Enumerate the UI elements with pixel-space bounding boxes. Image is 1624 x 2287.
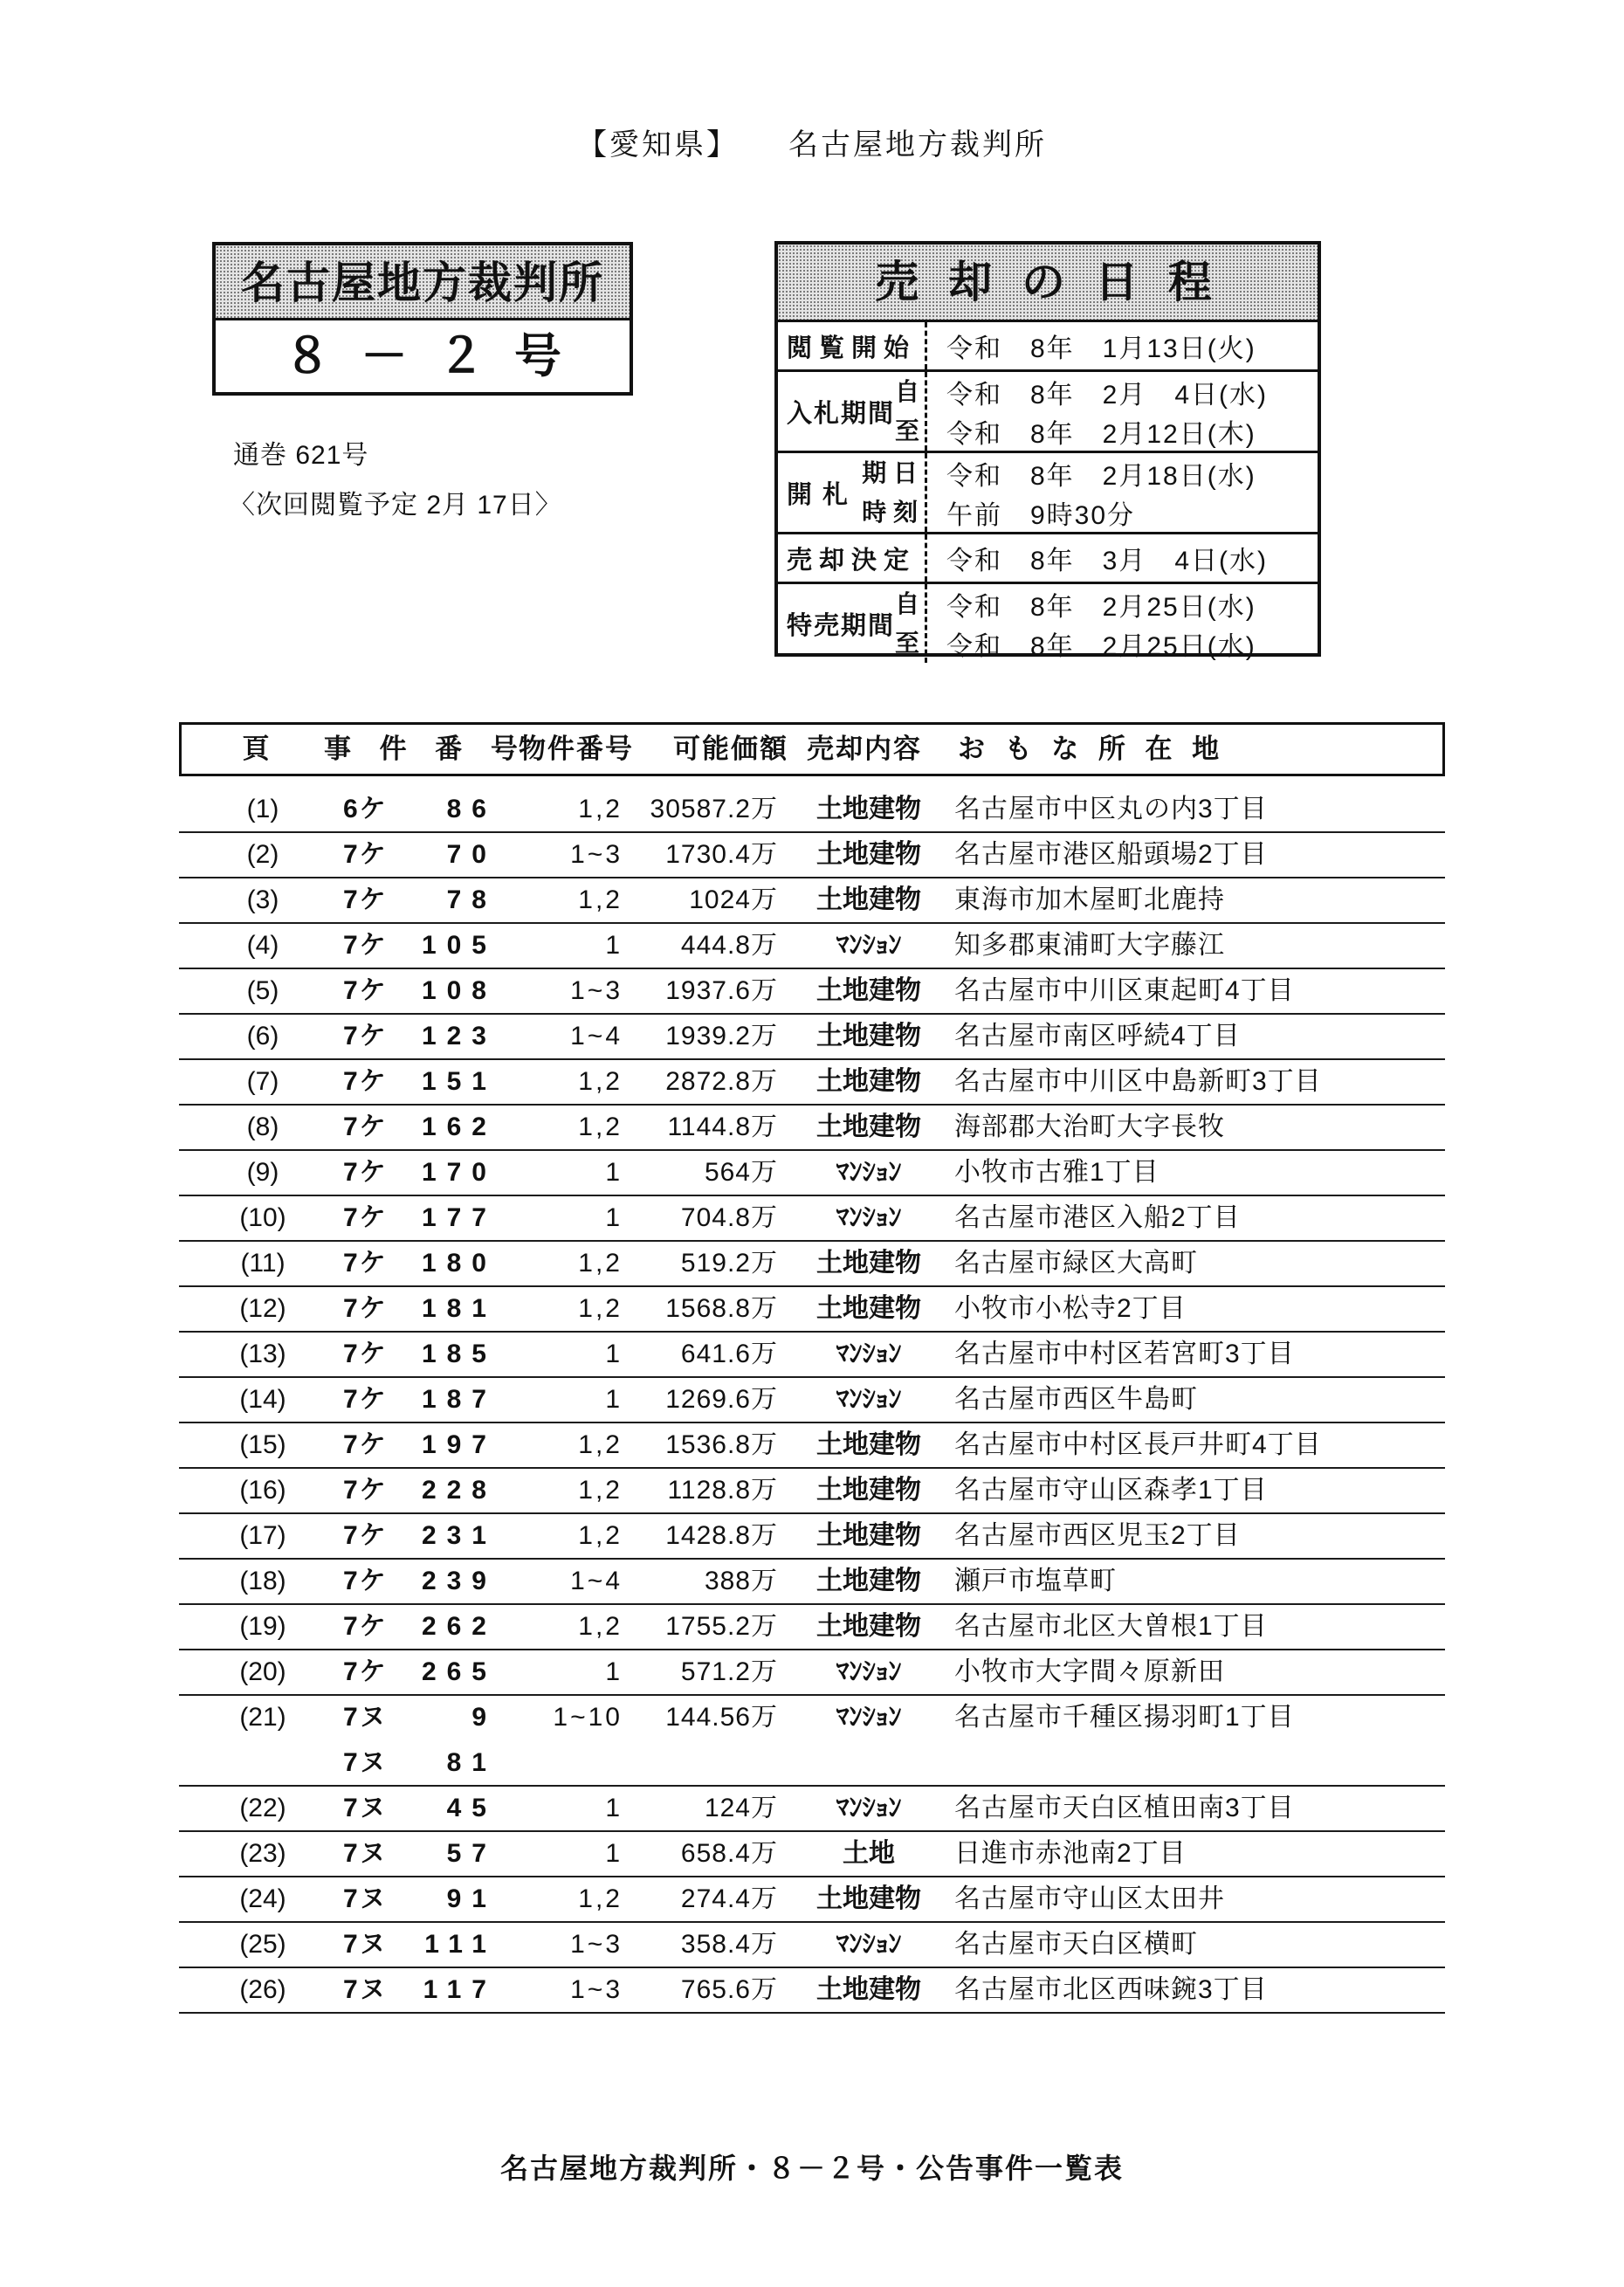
schedule-row-values xyxy=(925,584,1318,663)
cell-case-type: 7ケ xyxy=(343,1385,388,1414)
issue-number: ８－２号 xyxy=(284,330,591,382)
table-row xyxy=(179,1696,1445,1741)
cell-item-number: 1~10 xyxy=(553,1703,623,1732)
cell-sale-content: 土地建物 xyxy=(816,1521,921,1550)
cell-price: 1144.8万 xyxy=(667,1113,778,1141)
cell-case-type: 7ケ xyxy=(343,1022,388,1051)
cell-case-type: 7ケ xyxy=(343,1476,388,1505)
cell-price: 641.6万 xyxy=(680,1340,778,1368)
cell-location: 名古屋市緑区大高町 xyxy=(954,1249,1198,1278)
cell-sale-content: 土地建物 xyxy=(816,1884,921,1913)
cell-sale-content: 土地建物 xyxy=(816,840,921,869)
cell-case-number: 177 xyxy=(421,1203,497,1232)
cell-case-number: 9 xyxy=(471,1703,497,1732)
cell-case-type: 7ヌ xyxy=(343,1930,388,1959)
schedule-row-values xyxy=(925,453,1318,532)
volume-line: 通巻 621号 xyxy=(233,441,369,470)
court-name-title: 名古屋地方裁判所 xyxy=(216,245,630,320)
table-row xyxy=(179,1605,1445,1650)
cell-page-number: (18) xyxy=(239,1567,286,1595)
cell-case-type: 7ヌ xyxy=(343,1884,388,1913)
cell-sale-content: ﾏﾝｼｮﾝ xyxy=(836,1158,902,1187)
table-row xyxy=(179,833,1445,878)
cell-price: 1568.8万 xyxy=(665,1294,778,1323)
schedule-row-label: 入札期間 xyxy=(787,399,896,428)
cell-case-number: 228 xyxy=(421,1476,497,1505)
schedule-row-label-cell xyxy=(778,322,925,369)
cell-price: 358.4万 xyxy=(680,1930,778,1959)
cell-item-number: 1 xyxy=(605,1839,623,1868)
cell-price: 1536.8万 xyxy=(665,1430,778,1459)
table-row xyxy=(179,1196,1445,1242)
table-row xyxy=(179,1333,1445,1378)
cell-location: 日進市赤池南2丁目 xyxy=(954,1839,1187,1868)
cell-sale-content: ﾏﾝｼｮﾝ xyxy=(836,1340,902,1368)
schedule-sub-label: 期 日 xyxy=(862,458,918,486)
cell-price: 1128.8万 xyxy=(667,1476,778,1505)
cell-price: 1939.2万 xyxy=(665,1022,778,1051)
cell-case-number: 170 xyxy=(421,1158,497,1187)
cell-page-number: (15) xyxy=(239,1430,286,1459)
cell-location: 名古屋市中村区若宮町3丁目 xyxy=(954,1340,1295,1368)
cell-location: 東海市加木屋町北鹿持 xyxy=(954,885,1225,914)
cell-item-number: 1 xyxy=(605,1657,623,1686)
schedule-row xyxy=(778,320,1318,369)
cell-case-type: 7ケ xyxy=(343,885,388,914)
cell-price: 571.2万 xyxy=(680,1657,778,1686)
cell-case-type: 7ケ xyxy=(343,1249,388,1278)
cell-price: 1269.6万 xyxy=(665,1385,778,1414)
cell-location: 名古屋市中村区長戸井町4丁目 xyxy=(954,1430,1322,1459)
cell-location: 名古屋市天白区横町 xyxy=(954,1930,1198,1959)
cell-sale-content: 土地建物 xyxy=(816,795,921,823)
cell-item-number: 1,2 xyxy=(578,1113,623,1141)
table-row xyxy=(179,1923,1445,1968)
cell-location: 名古屋市千種区揚羽町1丁目 xyxy=(954,1703,1295,1732)
schedule-sub-label: 自 xyxy=(895,377,920,405)
cell-page-number: (17) xyxy=(239,1521,286,1550)
table-row xyxy=(179,1106,1445,1151)
schedule-row-sublabels xyxy=(895,372,919,451)
schedule-row-label: 開 札 xyxy=(787,480,850,509)
schedule-row-label-cell xyxy=(778,372,925,451)
schedule-value: 令和 8年 2月18日(水) xyxy=(946,461,1256,491)
cell-price: 124万 xyxy=(704,1794,778,1822)
cell-case-type: 7ケ xyxy=(343,1158,388,1187)
cell-case-number: 239 xyxy=(421,1567,497,1595)
header-page: 頁 xyxy=(242,734,270,764)
cell-page-number: (13) xyxy=(239,1340,286,1368)
table-row xyxy=(179,1151,1445,1196)
schedule-row-label: 特売期間 xyxy=(787,611,896,640)
cell-item-number: 1,2 xyxy=(578,1249,623,1278)
cell-page-number: (14) xyxy=(239,1385,286,1414)
cell-sale-content: ﾏﾝｼｮﾝ xyxy=(836,1794,902,1822)
cell-item-number: 1,2 xyxy=(578,1476,623,1505)
cell-item-number: 1~4 xyxy=(570,1567,623,1595)
cell-location: 名古屋市西区牛島町 xyxy=(954,1385,1198,1414)
cell-page-number: (5) xyxy=(246,976,279,1005)
header-case-number: 事 件 番 号 xyxy=(324,734,528,764)
cell-case-type: 7ヌ xyxy=(343,1794,388,1822)
case-table-rows xyxy=(179,788,1445,2014)
cell-page-number: (8) xyxy=(246,1113,279,1141)
cell-case-type: 7ケ xyxy=(343,931,388,960)
cell-sale-content: 土地建物 xyxy=(816,1067,921,1096)
cell-location: 名古屋市天白区植田南3丁目 xyxy=(954,1794,1295,1822)
cell-price: 1730.4万 xyxy=(665,840,778,869)
cell-case-type: 7ケ xyxy=(343,1657,388,1686)
cell-sale-content: 土地建物 xyxy=(816,1567,921,1595)
sale-schedule-title: 売 却 の 日 程 xyxy=(778,245,1318,320)
cell-location: 小牧市小松寺2丁目 xyxy=(954,1294,1187,1323)
cell-sale-content: 土地建物 xyxy=(816,885,921,914)
cell-case-type: 7ケ xyxy=(343,1567,388,1595)
cell-location: 名古屋市港区入船2丁目 xyxy=(954,1203,1241,1232)
cell-case-number: 185 xyxy=(421,1340,497,1368)
cell-page-number: (3) xyxy=(246,885,279,914)
cell-item-number: 1~3 xyxy=(570,1975,623,2004)
table-row xyxy=(179,1423,1445,1469)
cell-item-number: 1~4 xyxy=(570,1022,623,1051)
cell-item-number: 1 xyxy=(605,1385,623,1414)
cell-sale-content: 土地 xyxy=(843,1839,895,1868)
cell-sale-content: ﾏﾝｼｮﾝ xyxy=(836,1385,902,1414)
table-row xyxy=(179,1650,1445,1696)
cell-case-number: 111 xyxy=(424,1930,497,1959)
page-footer: 名古屋地方裁判所・８－２号・公告事件一覧表 xyxy=(499,2153,1124,2184)
cell-page-number: (24) xyxy=(239,1884,286,1913)
cell-case-number: 180 xyxy=(421,1249,497,1278)
cell-case-type: 7ヌ xyxy=(343,1975,388,2004)
cell-price: 1755.2万 xyxy=(665,1612,778,1641)
cell-case-type: 7ケ xyxy=(343,1340,388,1368)
page-header: 【愛知県】 名古屋地方裁判所 xyxy=(577,128,1047,162)
cell-case-number: 181 xyxy=(421,1294,497,1323)
cell-page-number: (10) xyxy=(239,1203,286,1232)
cell-location: 小牧市大字間々原新田 xyxy=(954,1657,1225,1686)
cell-case-type: 7ケ xyxy=(343,1067,388,1096)
cell-case-number: 81 xyxy=(446,1748,497,1777)
table-row xyxy=(179,1787,1445,1832)
cell-item-number: 1~3 xyxy=(570,840,623,869)
schedule-value: 令和 8年 3月 4日(水) xyxy=(946,547,1269,575)
schedule-row-label: 売却決定 xyxy=(787,546,917,575)
schedule-row-label-cell xyxy=(778,453,925,532)
cell-page-number: (26) xyxy=(239,1975,286,2004)
cell-page-number: (7) xyxy=(246,1067,279,1096)
cell-price: 30587.2万 xyxy=(650,795,778,823)
cell-case-type: 6ケ xyxy=(343,795,388,823)
cell-sale-content: ﾏﾝｼｮﾝ xyxy=(836,1203,902,1232)
cell-case-type: 7ケ xyxy=(343,840,388,869)
cell-location: 海部郡大治町大字長牧 xyxy=(954,1113,1225,1141)
cell-case-number: 105 xyxy=(421,931,497,960)
cell-page-number: (2) xyxy=(246,840,279,869)
table-row xyxy=(179,1968,1445,2014)
schedule-value: 午前 9時30分 xyxy=(946,500,1136,530)
cell-page-number: (1) xyxy=(246,795,279,823)
cell-case-type: 7ヌ xyxy=(343,1703,388,1732)
cell-location: 小牧市古雅1丁目 xyxy=(954,1158,1160,1187)
cell-page-number: (25) xyxy=(239,1930,286,1959)
cell-sale-content: 土地建物 xyxy=(816,1476,921,1505)
schedule-value: 令和 8年 1月13日(火) xyxy=(946,334,1256,363)
cell-sale-content: ﾏﾝｼｮﾝ xyxy=(836,931,902,960)
cell-item-number: 1 xyxy=(605,1158,623,1187)
table-row xyxy=(179,878,1445,924)
table-row xyxy=(179,1060,1445,1106)
cell-location: 名古屋市守山区森孝1丁目 xyxy=(954,1476,1268,1505)
table-row xyxy=(179,788,1445,833)
cell-price: 519.2万 xyxy=(680,1249,778,1278)
cell-case-type: 7ケ xyxy=(343,976,388,1005)
cell-case-type: 7ケ xyxy=(343,1203,388,1232)
cell-location: 名古屋市南区呼続4丁目 xyxy=(954,1022,1241,1051)
cell-location: 知多郡東浦町大字藤江 xyxy=(954,931,1225,960)
schedule-value: 令和 8年 2月25日(水) xyxy=(946,592,1256,622)
schedule-row-sublabels xyxy=(895,584,919,663)
cell-sale-content: 土地建物 xyxy=(816,1430,921,1459)
cell-price: 274.4万 xyxy=(680,1884,778,1913)
schedule-row-values xyxy=(925,534,1318,582)
table-row xyxy=(179,1560,1445,1605)
cell-price: 144.56万 xyxy=(665,1703,778,1732)
cell-page-number: (21) xyxy=(239,1703,286,1732)
cell-item-number: 1 xyxy=(605,1340,623,1368)
cell-page-number: (23) xyxy=(239,1839,286,1868)
header-price: 可能価額 xyxy=(673,734,788,764)
cell-price: 1937.6万 xyxy=(665,976,778,1005)
cell-sale-content: 土地建物 xyxy=(816,1294,921,1323)
cell-item-number: 1,2 xyxy=(578,1521,623,1550)
cell-case-number: 91 xyxy=(446,1884,497,1913)
cell-case-number: 151 xyxy=(421,1067,497,1096)
cell-case-type: 7ケ xyxy=(343,1430,388,1459)
cell-page-number: (4) xyxy=(246,931,279,960)
cell-case-number: 187 xyxy=(421,1385,497,1414)
schedule-value: 令和 8年 2月12日(木) xyxy=(946,419,1256,449)
cell-case-number: 197 xyxy=(421,1430,497,1459)
cell-item-number: 1,2 xyxy=(578,1884,623,1913)
cell-case-number: 57 xyxy=(446,1839,497,1868)
cell-case-type: 7ケ xyxy=(343,1294,388,1323)
cell-case-number: 45 xyxy=(446,1794,497,1822)
cell-price: 1024万 xyxy=(689,885,778,914)
schedule-row-values xyxy=(925,322,1318,369)
cell-location: 名古屋市中川区東起町4丁目 xyxy=(954,976,1295,1005)
cell-sale-content: ﾏﾝｼｮﾝ xyxy=(836,1930,902,1959)
cell-price: 564万 xyxy=(704,1158,778,1187)
schedule-sub-label: 至 xyxy=(895,417,920,444)
cell-page-number: (9) xyxy=(246,1158,279,1187)
cell-case-number: 265 xyxy=(421,1657,497,1686)
cell-item-number: 1,2 xyxy=(578,1067,623,1096)
cell-location: 名古屋市北区大曽根1丁目 xyxy=(954,1612,1268,1641)
cell-case-number: 117 xyxy=(423,1975,497,2004)
schedule-sub-label: 自 xyxy=(895,589,920,617)
cell-case-type: 7ケ xyxy=(343,1113,388,1141)
cell-item-number: 1,2 xyxy=(578,1430,623,1459)
cell-case-number: 231 xyxy=(421,1521,497,1550)
schedule-row xyxy=(778,451,1318,532)
schedule-row-sublabels xyxy=(862,453,918,532)
cell-sale-content: ﾏﾝｼｮﾝ xyxy=(836,1657,902,1686)
sale-schedule-box xyxy=(774,241,1321,661)
schedule-value: 令和 8年 2月 4日(水) xyxy=(946,380,1269,410)
cell-page-number: (22) xyxy=(239,1794,286,1822)
cell-location: 名古屋市西区児玉2丁目 xyxy=(954,1521,1241,1550)
cell-item-number: 1 xyxy=(605,1203,623,1232)
cell-item-number: 1 xyxy=(605,931,623,960)
cell-case-type: 7ヌ xyxy=(343,1839,388,1868)
schedule-value: 令和 8年 2月25日(水) xyxy=(946,631,1256,661)
cell-price: 2872.8万 xyxy=(665,1067,778,1096)
cell-case-number: 78 xyxy=(446,885,497,914)
cell-item-number: 1,2 xyxy=(578,1612,623,1641)
cell-sale-content: 土地建物 xyxy=(816,1975,921,2004)
table-row xyxy=(179,1469,1445,1514)
cell-price: 1428.8万 xyxy=(665,1521,778,1550)
schedule-sub-label: 時 刻 xyxy=(862,498,918,526)
cell-case-number: 108 xyxy=(421,976,497,1005)
cell-sale-content: 土地建物 xyxy=(816,1022,921,1051)
cell-price: 658.4万 xyxy=(680,1839,778,1868)
cell-price: 765.6万 xyxy=(680,1975,778,2004)
header-content: 売却内容 xyxy=(807,734,922,764)
cell-sale-content: 土地建物 xyxy=(816,1113,921,1141)
cell-case-number: 70 xyxy=(446,840,497,869)
cell-price: 444.8万 xyxy=(680,931,778,960)
cell-page-number: (6) xyxy=(246,1022,279,1051)
table-row xyxy=(179,1015,1445,1060)
table-row xyxy=(179,924,1445,969)
cell-price: 704.8万 xyxy=(680,1203,778,1232)
table-row xyxy=(179,1514,1445,1560)
cell-sale-content: 土地建物 xyxy=(816,976,921,1005)
table-row xyxy=(179,1832,1445,1877)
cell-case-number: 262 xyxy=(421,1612,497,1641)
cell-page-number: (11) xyxy=(240,1249,286,1278)
cell-case-type: 7ケ xyxy=(343,1521,388,1550)
schedule-row-label-cell xyxy=(778,584,925,663)
cell-sale-content: 土地建物 xyxy=(816,1612,921,1641)
schedule-rows xyxy=(778,320,1318,663)
cell-case-type: 7ヌ xyxy=(343,1748,388,1777)
cell-item-number: 1,2 xyxy=(578,885,623,914)
cell-location: 名古屋市北区西味鋺3丁目 xyxy=(954,1975,1268,2004)
table-row xyxy=(179,1378,1445,1423)
schedule-row xyxy=(778,369,1318,451)
next-viewing-line: 〈次回閲覧予定 2月 17日〉 xyxy=(229,491,562,520)
cell-item-number: 1~3 xyxy=(570,976,623,1005)
cell-case-type: 7ケ xyxy=(343,1612,388,1641)
cell-page-number: (20) xyxy=(239,1657,286,1686)
table-row xyxy=(179,1242,1445,1287)
cell-location: 名古屋市守山区太田井 xyxy=(954,1884,1225,1913)
cell-sale-content: 土地建物 xyxy=(816,1249,921,1278)
cell-item-number: 1 xyxy=(605,1794,623,1822)
cell-page-number: (16) xyxy=(239,1476,286,1505)
cell-location: 瀬戸市塩草町 xyxy=(954,1567,1117,1595)
schedule-row-label: 閲覧開始 xyxy=(787,334,917,362)
cell-case-number: 162 xyxy=(421,1113,497,1141)
cell-case-number: 86 xyxy=(446,795,497,823)
cell-sale-content: ﾏﾝｼｮﾝ xyxy=(836,1703,902,1732)
cell-page-number: (19) xyxy=(239,1612,286,1641)
header-location: お も な 所 在 地 xyxy=(958,734,1226,764)
case-table-header xyxy=(179,722,1445,776)
header-item-number: 物件番号 xyxy=(519,734,634,764)
table-row xyxy=(179,1741,1445,1787)
table-row xyxy=(179,1287,1445,1333)
cell-location: 名古屋市中区丸の内3丁目 xyxy=(954,795,1268,823)
cell-case-number: 123 xyxy=(421,1022,497,1051)
cell-location: 名古屋市中川区中島新町3丁目 xyxy=(954,1067,1322,1096)
court-issue-box xyxy=(212,242,633,396)
table-row xyxy=(179,969,1445,1015)
cell-item-number: 1,2 xyxy=(578,1294,623,1323)
cell-item-number: 1,2 xyxy=(578,795,623,823)
cell-price: 388万 xyxy=(704,1567,778,1595)
schedule-row-values xyxy=(925,372,1318,451)
cell-page-number: (12) xyxy=(239,1294,286,1323)
cell-location: 名古屋市港区船頭場2丁目 xyxy=(954,840,1268,869)
schedule-row-label-cell xyxy=(778,534,925,582)
schedule-row xyxy=(778,532,1318,582)
cell-item-number: 1~3 xyxy=(570,1930,623,1959)
table-row xyxy=(179,1877,1445,1923)
schedule-row xyxy=(778,582,1318,663)
schedule-sub-label: 至 xyxy=(895,629,920,657)
